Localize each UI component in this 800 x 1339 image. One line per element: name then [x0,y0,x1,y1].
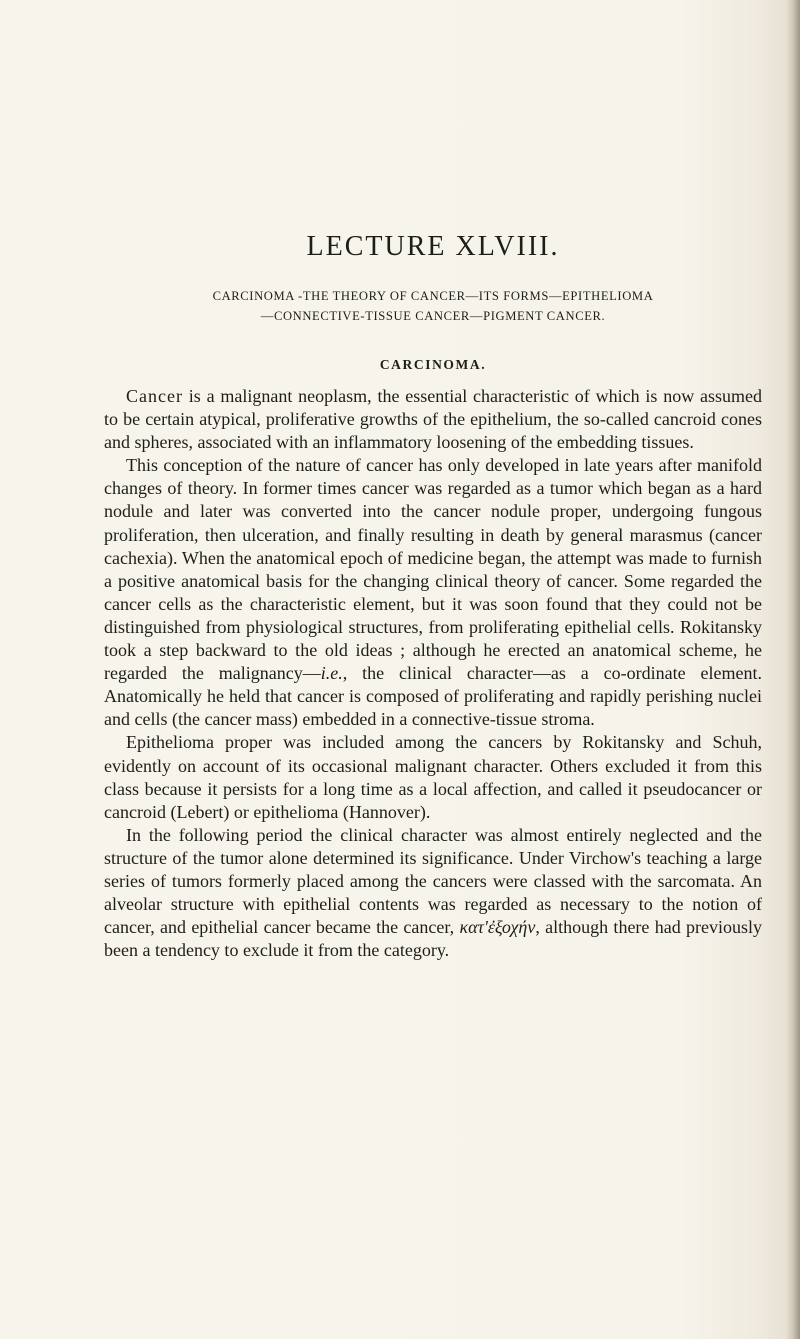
paragraph-1-lead: Cancer [126,386,183,406]
section-title: CARCINOMA. [379,357,487,372]
paragraph-4-text: In the following period the clinical character was almost entirely neglected and the structure of the tumor alone determined its significance. Under Virchow's teaching a large series of tumors formerly placed among the cancers were classed with the sarcomata. An alveolar structure with epithelial contents was regarded as necessary to the notion of cancer, and epithelial cancer became the cancer, [104,824,762,938]
paragraph-2 [104,454,762,731]
paragraph-2-ie: i.e. [320,663,343,684]
paragraph-4-greek: κατ'ἐξοχήν [459,917,536,938]
paragraph-4-text-after: , although there had previously been a tendency to exclude it from the category. [104,917,762,961]
paragraph-1-text: is a malignant neoplasm, the essential characteristic of which is now assumed to be certain atypical, proliferative growths of the epithelium, the so-called cancroid cones and spheres, associated with an inflammatory loosening of the embedding tissues. [104,386,762,453]
paragraph-3-text: Epithelioma proper was included among the cancers by Rokitansky and Schuh, evidently on account of its occasional malignant character. Others excluded it from this class because it persists for a long time as a local affection, and called it pseudocancer or cancroid (Lebert) or epithelioma (Hannover). [104,732,762,822]
contents-line-1: CARCINOMA -THE THEORY OF CANCER—ITS FORMS—EPITHELIOMA [212,289,654,303]
paragraph-2-text-after: , the clinical character—as a co-ordinate element. Anatomically he held that cancer is composed of proliferating and rapidly perishing nuclei and cells (the cancer mass) embedded in a connective-tissue stroma. [104,663,762,730]
paragraph-2-text: This conception of the nature of cancer has only developed in late years after manifold changes of theory. In former times cancer was regarded as a tumor which began as a hard nodule and later was converted into the cancer nodule proper, undergoing fungous proliferation, then ulceration, and finally resulting in death by general marasmus (cancer cachexia). When the anatomical epoch of medicine began, the attempt was made to furnish a positive anatomical basis for the changing clinical theory of cancer. Some regarded the cancer cells as the characteristic element, but it was soon found that they could not be distinguished from physiological structures, from proliferating epithelial cells. Rokitansky took a step backward to the old ideas ; although he erected an anatomical scheme, he regarded the malignancy— [104,455,762,684]
body-text [104,385,762,962]
paragraph-3 [104,731,762,823]
lecture-title: LECTURE XLVIII. [306,231,560,262]
page-content [104,230,762,962]
contents-line-2: —CONNECTIVE-TISSUE CANCER—PIGMENT CANCER. [260,309,606,323]
paragraph-1 [104,385,762,454]
paragraph-4 [104,824,762,963]
page-edge-shadow [786,0,800,1339]
